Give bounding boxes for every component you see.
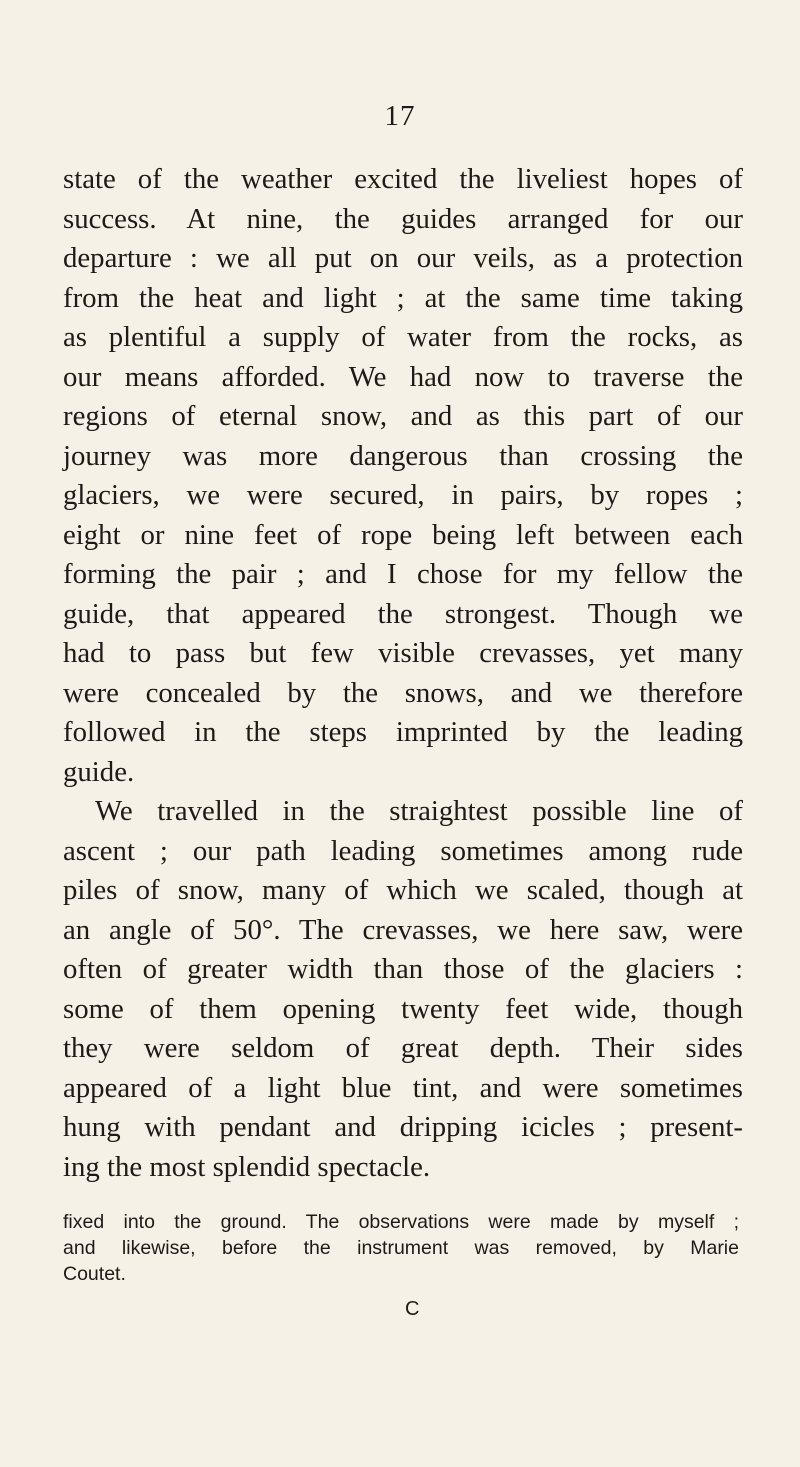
paragraph-start-line: We travelled in the straightest possible line of — [95, 795, 743, 827]
text-line: guide, that appeared the strongest. Though we — [63, 597, 743, 630]
text-line: an angle of 50°. The crevasses, we here saw, were — [63, 913, 743, 946]
text-line: followed in the steps imprinted by the leading — [63, 716, 743, 748]
text-line: had to pass but few visible crevasses, yet many — [63, 637, 743, 669]
footnote-line: and likewise, before the instrument was removed, by Marie — [63, 1237, 739, 1259]
body-text — [63, 160, 743, 1187]
text-line: departure : we all put on our veils, as a protection — [63, 242, 743, 274]
text-line: state of the weather excited the liveliest hopes of — [63, 163, 743, 195]
text-line: ascent ; our path leading sometimes among rude — [63, 834, 743, 867]
footnote-line: fixed into the ground. The observations were made by myself ; — [63, 1211, 739, 1233]
footnote — [63, 1209, 739, 1287]
text-line: they were seldom of great depth. Their sides — [63, 1032, 743, 1064]
text-line: our means afforded. We had now to traverse the — [63, 360, 743, 393]
text-line: as plentiful a supply of water from the rocks, as — [63, 321, 743, 353]
text-line: regions of eternal snow, and as this part of our — [63, 400, 743, 432]
text-line: appeared of a light blue tint, and were sometimes — [63, 1071, 743, 1104]
text-line: often of greater width than those of the glaciers : — [63, 953, 743, 985]
text-line: glaciers, we were secured, in pairs, by ropes ; — [63, 479, 743, 511]
text-line: journey was more dangerous than crossing the — [63, 439, 743, 472]
footnote-line: Coutet. — [63, 1263, 126, 1285]
text-line: eight or nine feet of rope being left between each — [63, 518, 743, 551]
page-number: 17 — [384, 100, 416, 132]
text-line: were concealed by the snows, and we therefore — [63, 676, 743, 709]
signature-mark: C — [405, 1298, 420, 1320]
text-line: success. At nine, the guides arranged for our — [63, 202, 743, 235]
text-line: some of them opening twenty feet wide, though — [63, 992, 743, 1025]
text-line: piles of snow, many of which we scaled, though at — [63, 874, 743, 906]
paragraph-end-line: ing the most splendid spectacle. — [63, 1150, 431, 1183]
text-line: hung with pendant and dripping icicles ; present- — [63, 1111, 743, 1143]
paragraph-end-line: guide. — [63, 755, 135, 788]
text-line: from the heat and light ; at the same time taking — [63, 281, 743, 314]
text-line: forming the pair ; and I chose for my fellow the — [63, 558, 743, 590]
